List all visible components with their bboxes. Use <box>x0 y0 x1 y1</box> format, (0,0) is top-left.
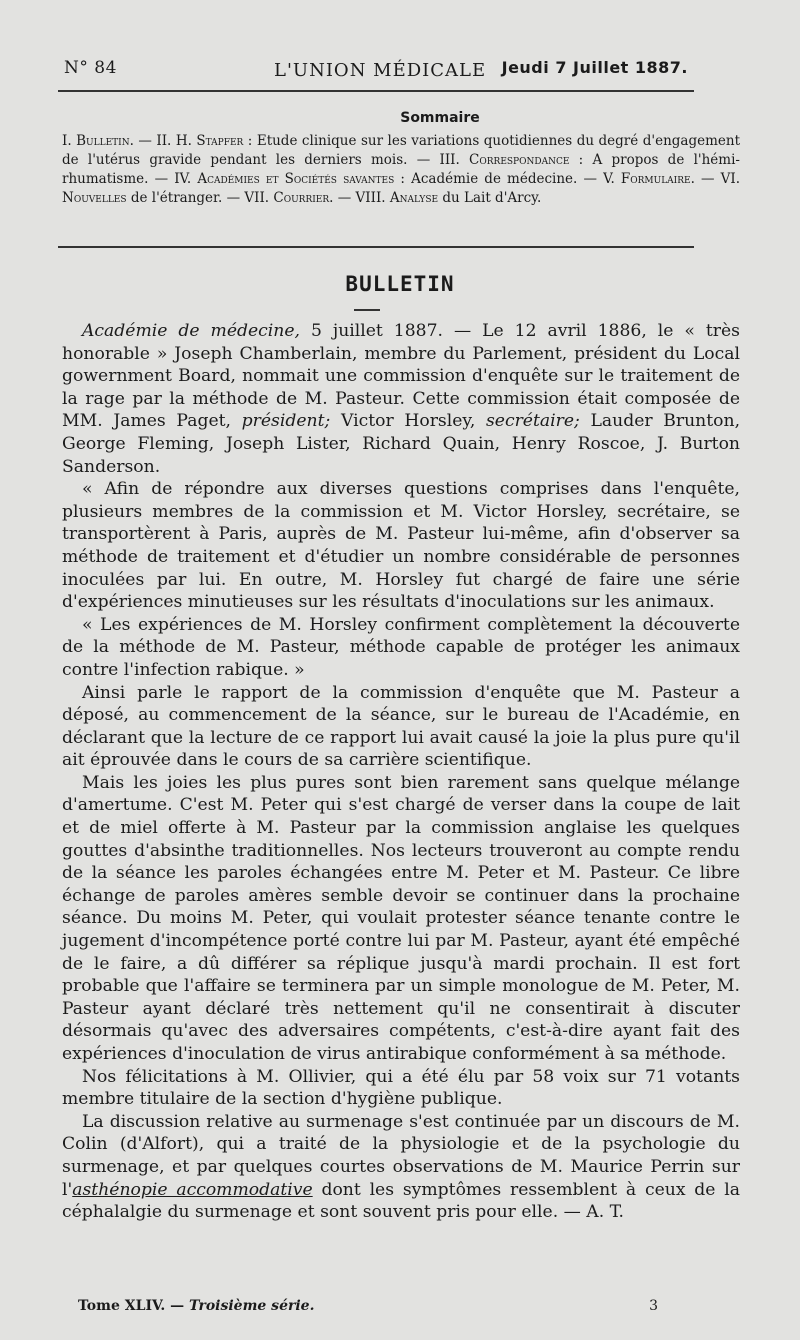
paragraph-7 <box>62 1111 740 1224</box>
paragraph-7-underlined: asthénopie accommodative <box>72 1179 313 1200</box>
issue-date: Jeudi 7 Juillet 1887. <box>501 58 688 77</box>
running-header <box>64 54 688 84</box>
sommaire-rule <box>58 246 694 248</box>
sommaire-item-4-text: : Académie de médecine. — <box>400 171 597 187</box>
paragraph-1-text-c: Lauder Brunton, George Fleming, Joseph Lister, Richard Quain, Henry Roscoe, J. Burton Sanderson. <box>62 411 741 477</box>
sommaire-item-3-text: : A propos de l'hémi-rhumatisme. — <box>62 152 740 187</box>
paragraph-1-italic: Académie de médecine, <box>82 321 300 341</box>
paragraph-1-text-a: 5 juillet 1887. — Le 12 avril 1886, le « très honorable » Joseph Chamberlain, membre du Parlement, président du Local gowernment Board, nommait une commission d'enquête sur le traitement de la rage par la méthode de M. Pasteur. Cette commission était composée de MM. James Paget, <box>62 321 740 432</box>
bulletin-heading: BULLETIN <box>345 272 455 296</box>
bulletin-dash <box>354 309 380 311</box>
sommaire-title: Sommaire <box>400 110 480 126</box>
sommaire-item-4-label: IV. Académies et Sociétés savantes <box>174 171 395 187</box>
journal-title: L'UNION MÉDICALE <box>274 60 487 81</box>
footer-tome: Tome XLIV. — <box>78 1298 185 1314</box>
paragraph-7-text-b: dont les symptômes ressemblent à ceux de la céphalalgie du surmenage et sont souvent pris pour elle. — A. T. <box>62 1179 741 1223</box>
paragraph-1-text-b: Victor Horsley, <box>341 411 476 432</box>
page-number: 3 <box>649 1298 658 1314</box>
header-rule <box>58 90 694 92</box>
sommaire-item-1-label: Bulletin. <box>76 133 134 149</box>
sommaire-item-7-label: VII. Courrier. <box>244 190 334 206</box>
paragraph-2: « Afin de répondre aux diverses questions comprises dans l'enquête, plusieurs membres de la commission et M. Victor Horsley, secrétaire, se transportèrent à Paris, auprès de M. Pasteur lui-même, afin d'observer sa méthode de traitement et d'étudier un nombre considérable de personnes inoculées par lui. En outre, M. Horsley fut chargé de faire une série d'expériences minutieuses sur les résultats d'inoculations sur les animaux. <box>62 479 740 613</box>
sommaire-item-5-label: V. Formulaire. <box>603 171 695 187</box>
sommaire-item-6-label: VI. Nouvelles <box>62 171 740 206</box>
paragraph-1-secretaire: secrétaire; <box>485 411 580 432</box>
bulletin-body <box>62 320 740 1224</box>
sommaire-item-8-text: du Lait d'Arcy. <box>442 190 542 206</box>
paragraph-7-text-a: La discussion relative au surmenage s'est continuée par un discours de M. Colin (d'Alfort), qui a traité de la physiologie et de la psychologie du surmenage, et par quelques courtes observations de M. Maurice Perrin sur l' <box>62 1111 740 1200</box>
paragraph-6: Nos félicitations à M. Ollivier, qui a été élu par 58 voix sur 71 votants membre titulaire de la section d'hygiène publique. <box>62 1066 740 1110</box>
paragraph-1 <box>62 320 740 478</box>
sommaire-item-8-label: VIII. Analyse <box>355 190 439 206</box>
sommaire-item-2-author: H. Stapfer <box>175 133 244 149</box>
paragraph-4: Ainsi parle le rapport de la commission d'enquête que M. Pasteur a déposé, au commencement de la séance, sur le bureau de l'Académie, en déclarant que la lecture de ce rapport lui avait causé la joie la plus pure qu'il ait éprouvée dans le cours de sa carrière scientifique. <box>62 682 740 771</box>
page-footer <box>78 1298 658 1314</box>
sommaire-item-6-text: de l'étranger. — <box>130 190 241 206</box>
sommaire-item-2-text: : Etude clinique sur les variations quotidiennes du degré d'engagement de l'utérus gravide pendant les derniers mois. — <box>62 133 740 168</box>
issue-number: N° 84 <box>64 58 117 78</box>
paragraph-5: Mais les joies les plus pures sont bien rarement sans quelque mélange d'amertume. C'est M. Peter qui s'est chargé de verser dans la coupe de lait et de miel offerte à M. Pasteur par la commission anglaise les quelques gouttes d'absinthe traditionnelles. Nos lecteurs trouveront au compte rendu de la séance les paroles échangées entre M. Peter et M. Pasteur. Ce libre échange de paroles amères semble devoir se continuer dans la prochaine séance. Du moins M. Peter, qui voulait protester séance tenante contre le jugement d'incompétence porté contre lui par M. Pasteur, ayant été empêché de le faire, a dû différer sa réplique jusqu'à mardi prochain. Il est fort probable que l'affaire se terminera par un simple monologue de M. Peter, M. Pasteur ayant déclaré très nettement qu'il ne consentirait à discuter désormais qu'avec des adversaires compétents, c'est-à-dire ayant fait des expériences d'inoculation de virus antirabique conformément à sa méthode. <box>62 772 740 1064</box>
sommaire-item-3-label: III. Correspondance <box>439 152 570 168</box>
footer-serie: Troisième série. <box>189 1298 315 1314</box>
paragraph-1-president: président; <box>241 411 331 432</box>
sommaire-item-1-num: I. <box>62 133 72 149</box>
paragraph-3: « Les expériences de M. Horsley confirment complètement la découverte de la méthode de M. Pasteur, méthode capable de protéger les animaux contre l'infection rabique. » <box>62 614 740 680</box>
sommaire-contents: I. Bulletin. — II. H. Stapfer : Etude clinique sur les variations quotidiennes du degré d'engagement de l'utérus gravide pendant les derniers mois. — III. Correspondance : A propos de l'hémi-rhumatisme. — IV. Académies et Sociétés savantes : Académie de médecine. — V. Formulaire. — VI. Nouvelles de l'étranger. — VII. Courrier. — VIII. Analyse du Lait d'Arcy. <box>62 133 740 206</box>
